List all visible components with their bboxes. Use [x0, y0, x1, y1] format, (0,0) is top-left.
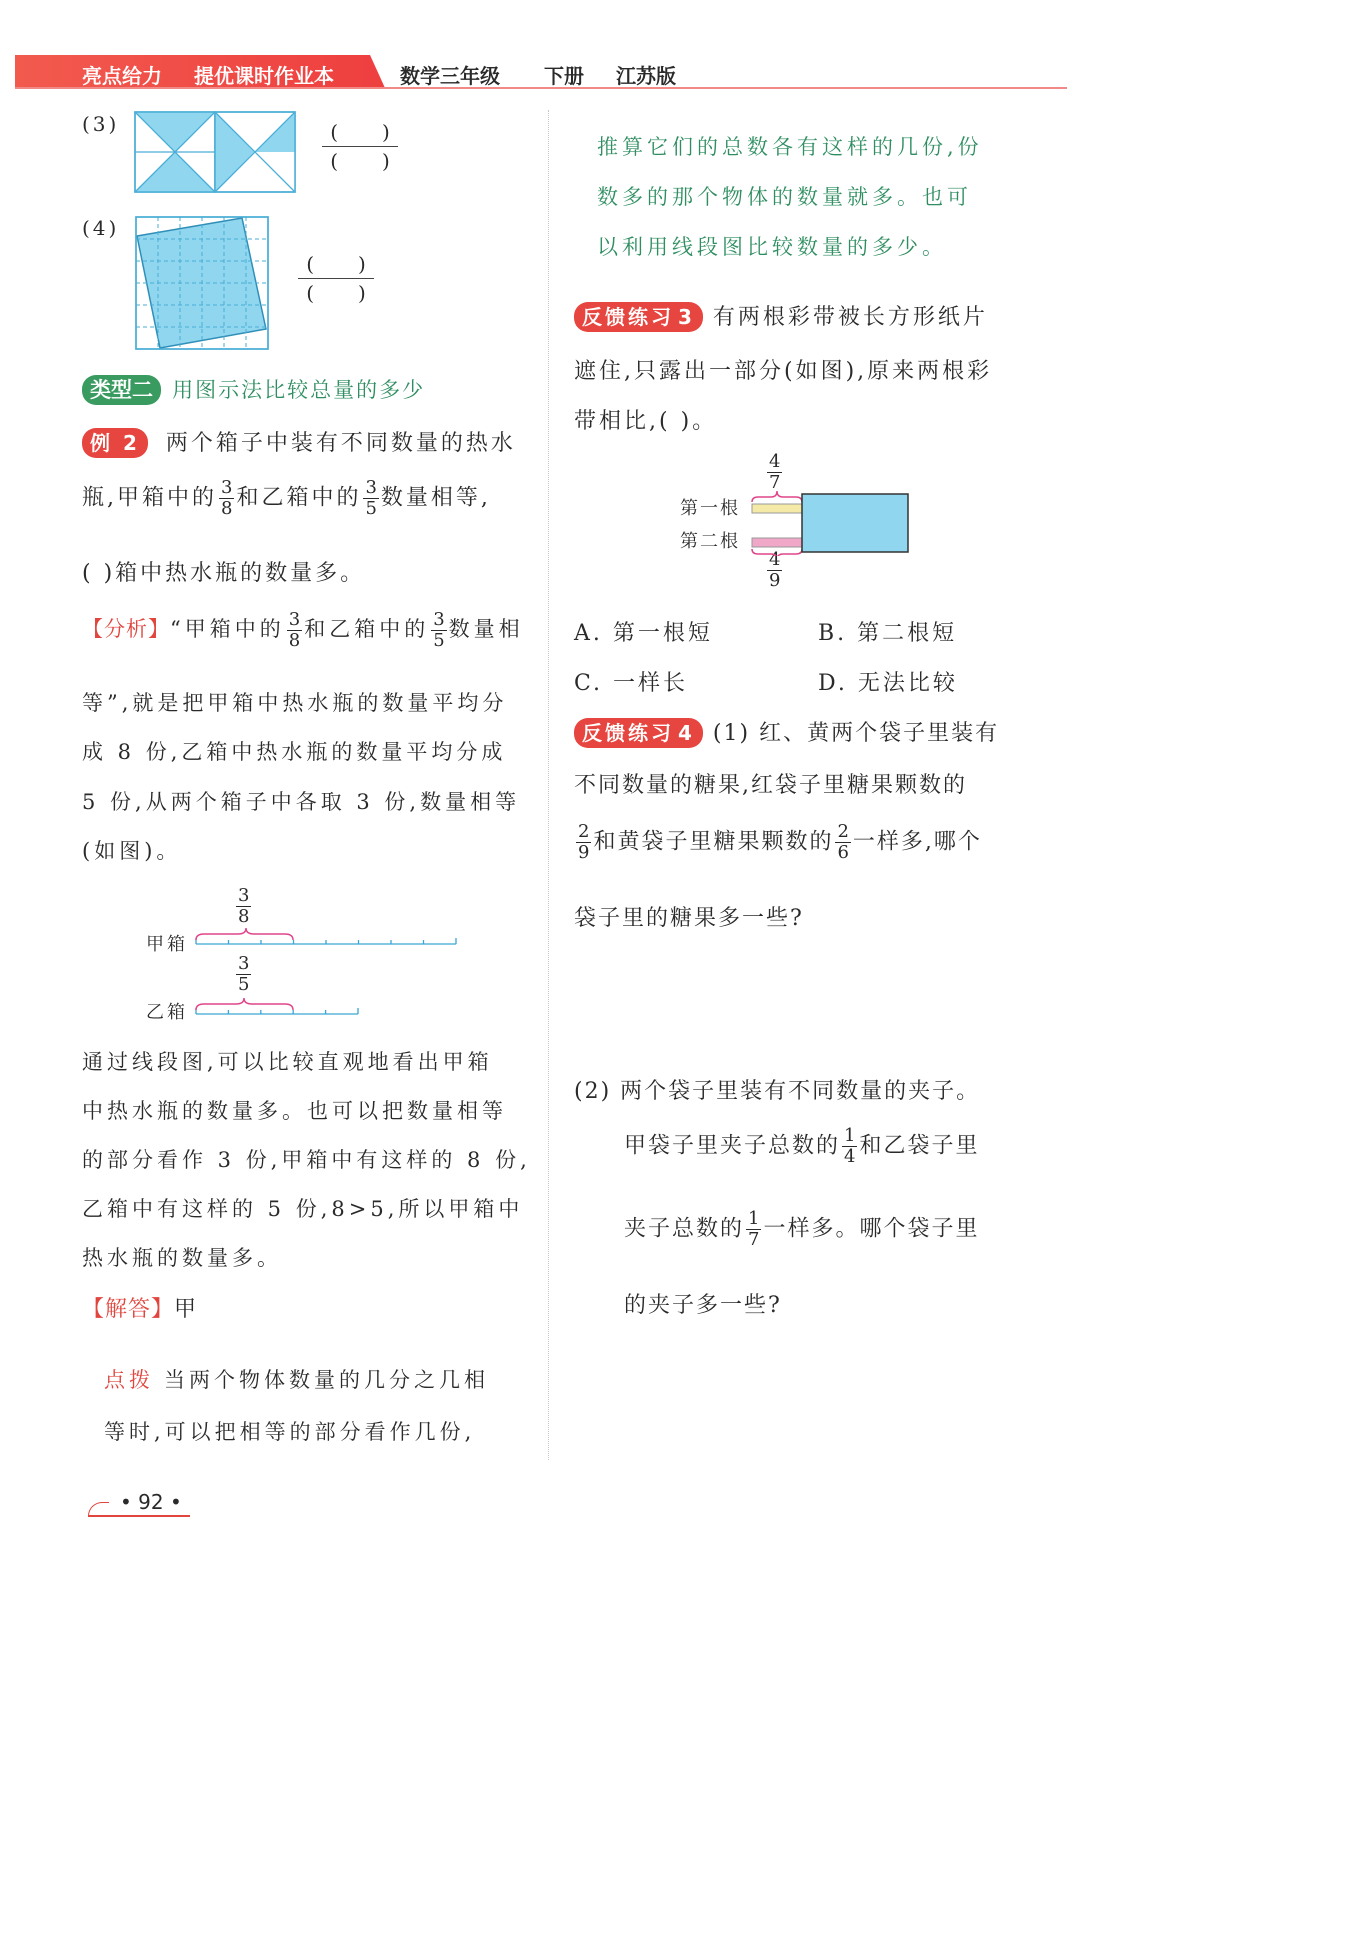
figure-4-tilted-square	[135, 216, 269, 350]
tip-line-1: 点拨 当两个物体数量的几分之几相	[104, 1368, 489, 1392]
feedback4-line-1: 反馈练习 4 (1) 红、黄两个袋子里装有	[574, 716, 999, 748]
answer-tag: 【解答】	[82, 1297, 175, 1322]
tip-continued-3: 以利用线段图比较数量的多少。	[597, 235, 947, 259]
segment-diagram	[190, 928, 465, 1023]
answer-blank-3[interactable]: ( ) ( )	[322, 120, 398, 173]
after-line-1: 通过线段图,可以比较直观地看出甲箱	[82, 1050, 493, 1074]
fraction-1-7: $\frac{1}{7}$	[748, 1208, 760, 1250]
question2-line-3: 夹子总数的 $\frac{1}{7}$ 一样多。哪个袋子里	[624, 1208, 980, 1250]
tip-tag: 点拨	[104, 1368, 154, 1392]
option-d[interactable]: D. 无法比较	[818, 671, 958, 696]
column-divider	[548, 110, 549, 1460]
analysis-tag: 【分析】	[82, 617, 170, 641]
answer-line	[82, 1292, 199, 1323]
page-number: • 92 •	[120, 1490, 182, 1514]
fraction-2-6: $\frac{2}{6}$	[837, 821, 849, 863]
fraction-2-9: $\frac{2}{9}$	[578, 821, 590, 863]
after-line-2: 中热水瓶的数量多。也可以把数量相等	[82, 1099, 507, 1123]
diagram-label-jia: 甲箱	[146, 934, 188, 955]
feedback4-line-4: 袋子里的糖果多一些?	[574, 906, 804, 931]
question2-line-4: 的夹子多一些?	[624, 1293, 782, 1318]
fraction-3-8-b: $\frac{3}{8}$	[288, 609, 301, 651]
fraction-3-8: $\frac{3}{8}$	[221, 477, 233, 519]
answer-blank-4[interactable]: ( ) ( )	[298, 252, 374, 305]
after-line-5: 热水瓶的数量多。	[82, 1246, 282, 1270]
example-badge: 例 2	[82, 428, 148, 458]
header-subject: 数学三年级	[400, 64, 500, 88]
ribbon-fraction-4-9: $\frac{4}{9}$	[769, 549, 781, 591]
analysis-line-5: (如图)。	[82, 839, 182, 863]
option-a[interactable]: A. 第一根短	[574, 621, 713, 646]
tip-continued-2: 数多的那个物体的数量就多。也可	[597, 185, 972, 209]
option-c[interactable]: C. 一样长	[574, 671, 689, 696]
item-4-label: (4)	[82, 216, 120, 240]
header-volume: 下册	[544, 64, 584, 88]
fraction-3-5-b: $\frac{3}{5}$	[433, 609, 445, 651]
item-3-label: (3)	[82, 112, 120, 136]
ribbon-fraction-4-7: $\frac{4}{7}$	[769, 451, 781, 493]
figure-3-rectangle	[134, 111, 296, 193]
header-rule	[15, 87, 1067, 89]
analysis-line-3: 成 8 份,乙箱中热水瓶的数量平均分成	[82, 740, 507, 764]
header-brand: 亮点给力	[82, 64, 162, 88]
type2-heading	[82, 374, 425, 405]
diagram-fraction-3-5: $\frac{3}{5}$	[238, 953, 250, 995]
ribbon-1-label: 第一根	[680, 498, 740, 519]
feedback3-badge: 反馈练习 3	[574, 302, 703, 332]
after-line-4: 乙箱中有这样的 5 份,8>5,所以甲箱中	[82, 1197, 524, 1221]
header-edition: 江苏版	[616, 64, 676, 88]
feedback3-line-2: 遮住,只露出一部分(如图),原来两根彩	[574, 359, 993, 384]
type2-badge: 类型二	[82, 375, 161, 405]
feedback3-line-1: 反馈练习 3 有两根彩带被长方形纸片	[574, 300, 988, 332]
diagram-fraction-3-8: $\frac{3}{8}$	[238, 885, 250, 927]
page-number-rule	[88, 1515, 190, 1517]
analysis-line-1: 【分析】“甲箱中的 $\frac{3}{8}$ 和乙箱中的 $\frac{3}{5}$ 数量相	[82, 609, 524, 651]
question2-line-1: (2) 两个袋子里装有不同数量的夹子。	[574, 1079, 981, 1104]
answer-space-2[interactable]	[574, 1330, 1014, 1450]
analysis-line-2: 等”,就是把甲箱中热水瓶的数量平均分	[82, 691, 508, 715]
answer-space-1[interactable]	[574, 945, 1014, 1055]
ribbon-figure	[746, 488, 912, 556]
ribbon-2-label: 第二根	[680, 531, 740, 552]
feedback4-badge: 反馈练习 4	[574, 718, 703, 748]
header-series: 提优课时作业本	[194, 64, 334, 88]
after-line-3: 的部分看作 3 份,甲箱中有这样的 8 份,	[82, 1148, 531, 1172]
page-number-ornament	[88, 1502, 109, 1516]
feedback4-line-2: 不同数量的糖果,红袋子里糖果颗数的	[574, 773, 967, 798]
diagram-label-yi: 乙箱	[146, 1002, 188, 1023]
tip-line-2: 等时,可以把相等的部分看作几份,	[104, 1420, 476, 1444]
feedback4-line-3: $\frac{2}{9}$ 和黄袋子里糖果颗数的 $\frac{2}{6}$ 一样多,哪个	[578, 821, 982, 863]
example-line-1: 例 2 两个箱子中装有不同数量的热水	[82, 426, 516, 458]
answer-value: 甲	[174, 1297, 200, 1322]
type2-title: 用图示法比较总量的多少	[172, 378, 426, 402]
fraction-3-5: $\frac{3}{5}$	[365, 477, 377, 519]
example-line-2: 瓶,甲箱中的 $\frac{3}{8}$ 和乙箱中的 $\frac{3}{5}$ 数量相等,	[82, 477, 491, 519]
fraction-1-4: $\frac{1}{4}$	[844, 1125, 856, 1167]
feedback3-line-3: 带相比,( )。	[574, 409, 718, 434]
question2-line-2: 甲袋子里夹子总数的 $\frac{1}{4}$ 和乙袋子里	[624, 1125, 980, 1167]
tip-continued-1: 推算它们的总数各有这样的几份,份	[597, 135, 983, 159]
analysis-line-4: 5 份,从两个箱子中各取 3 份,数量相等	[82, 790, 521, 814]
option-b[interactable]: B. 第二根短	[818, 621, 958, 646]
example-line-3: ( )箱中热水瓶的数量多。	[82, 561, 366, 586]
